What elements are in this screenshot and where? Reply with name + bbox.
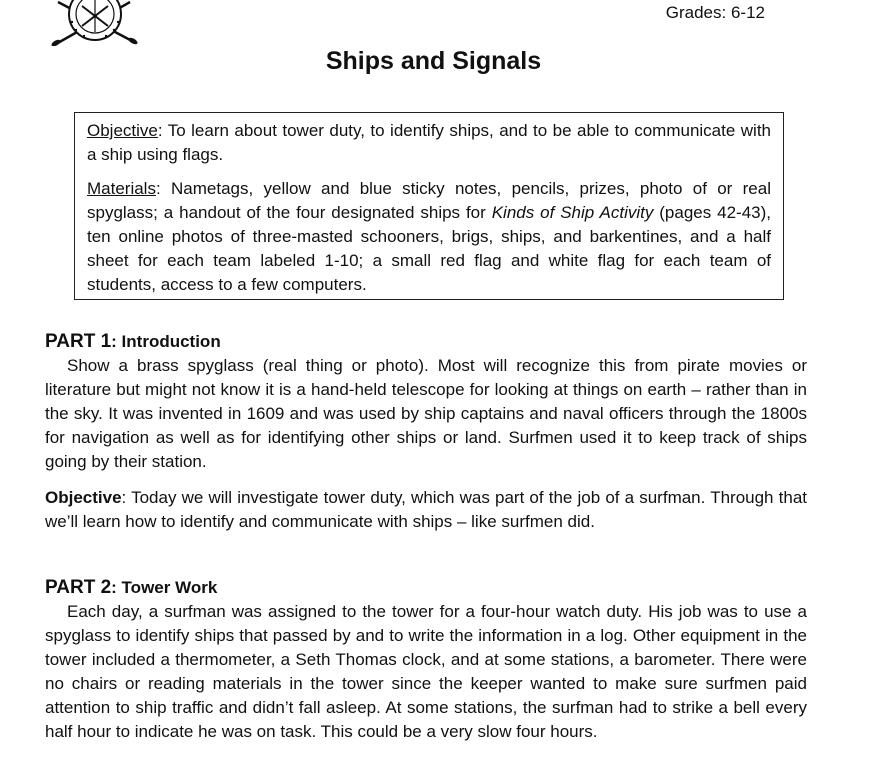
part1-paragraph: Show a brass spyglass (real thing or photo). Most will recognize this from pirate movies or literature but might not know it is a hand-held telescope for looking at things on earth – rather than in the sky. It was invented in 1609 and was used by ship captains and naval officers through the 1800s for navigation as well as for identifying other ships or land. Surfmen used it to keep track of ships going by their station. bbox=[45, 356, 807, 471]
grades-label: Grades: 6-12 bbox=[665, 3, 765, 22]
part1-objective bbox=[45, 486, 807, 534]
materials-activity-title: Kinds of Ship Activity bbox=[491, 203, 654, 222]
objective-paragraph bbox=[87, 119, 771, 167]
part2-heading-label: PART 2 bbox=[45, 577, 112, 598]
materials-text-1: : Nametags, yellow and blue sticky notes, pencils, prizes, photo of or real spyglass; a handout of the four designated ships for bbox=[87, 179, 771, 222]
part2-paragraph: Each day, a surfman was assigned to the tower for a four-hour watch duty. His job was to use a spyglass to identify ships that passed by and to write the information in a log. Other equipment in the tower included a thermometer, a Seth Thomas clock, and at some stations, a barometer. There were no chairs or reading materials in the tower since the keeper wanted to make sure surfmen paid attention to ship traffic and didn’t fall asleep. At some stations, the surfman had to strike a bell every half hour to indicate he was on task. This could be a very slow four hours. bbox=[45, 602, 807, 741]
materials-text-2: (pages 42-43), ten online photos of three-masted schooners, brigs, ships, and barkentines, and a half sheet for each team labeled 1-10; a small red flag and white flag for each team of students, access to a few computers. bbox=[87, 203, 772, 294]
materials-label: Materials bbox=[87, 179, 156, 198]
part1-heading bbox=[45, 330, 807, 354]
part2-heading bbox=[45, 576, 807, 600]
part1-section bbox=[45, 330, 807, 534]
materials-paragraph bbox=[87, 177, 771, 297]
part1-objective-text: : Today we will investigate tower duty, which was part of the job of a surfman. Through that we’ll learn how to identify and communicate with ships – like surfmen did. bbox=[45, 488, 807, 531]
part1-heading-label: PART 1 bbox=[45, 331, 112, 352]
page-title: Ships and Signals bbox=[325, 47, 542, 75]
part1-objective-label: Objective bbox=[45, 488, 122, 507]
objective-text: : To learn about tower duty, to identify ships, and to be able to communicate with a ship using flags. bbox=[87, 121, 771, 164]
emblem-logo bbox=[50, 0, 140, 46]
part2-section bbox=[45, 576, 807, 744]
objective-label: Objective bbox=[87, 121, 158, 140]
part1-heading-sub: : Introduction bbox=[111, 332, 221, 351]
part2-heading-sub: : Tower Work bbox=[111, 578, 218, 597]
objective-box bbox=[74, 112, 784, 300]
